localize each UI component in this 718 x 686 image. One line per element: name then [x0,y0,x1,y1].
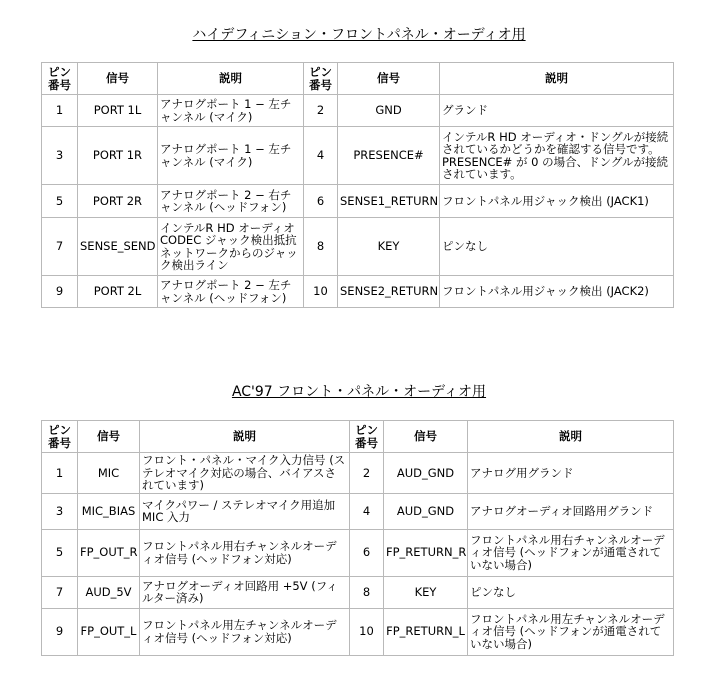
cell-pin-number: 6 [304,185,338,218]
cell-description: フロントパネル用右チャンネルオーディオ信号 (ヘッドフォン対応) [140,529,350,576]
cell-signal: AUD_GND [384,493,468,529]
cell-description: インテルR HD オーディオ CODEC ジャック検出抵抗ネットワークからのジャック検出ライン [158,218,304,276]
header-pin-number: ピン番号 [304,63,338,95]
cell-signal: PORT 2R [78,185,158,218]
cell-pin-number: 2 [304,95,338,127]
cell-pin-number: 3 [42,127,78,185]
ac97-audio-pin-table [41,420,674,656]
cell-pin-number: 7 [42,218,78,276]
cell-signal: FP_OUT_R [78,529,140,576]
cell-description: フロントパネル用右チャンネルオーディオ信号 (ヘッドフォンが通電されていない場合) [468,529,674,576]
cell-signal: FP_RETURN_R [384,529,468,576]
cell-description: フロント・パネル・マイク入力信号 (ステレオマイク対応の場合、バイアスされています) [140,453,350,494]
table-row [42,127,674,185]
cell-pin-number: 4 [350,493,384,529]
table-row [42,276,674,308]
cell-signal: SENSE_SEND [78,218,158,276]
cell-signal: AUD_5V [78,576,140,608]
header-signal: 信号 [338,63,440,95]
cell-description: フロントパネル用ジャック検出 (JACK1) [440,185,674,218]
table-row [42,95,674,127]
table-row [42,185,674,218]
cell-description: アナログ用グランド [468,453,674,494]
cell-description: アナログポート 2 − 右チャンネル (ヘッドフォン) [158,185,304,218]
table-row [42,453,674,494]
cell-signal: MIC_BIAS [78,493,140,529]
header-signal: 信号 [384,421,468,453]
cell-description: フロントパネル用左チャンネルオーディオ信号 (ヘッドフォンが通電されていない場合) [468,608,674,655]
cell-pin-number: 2 [350,453,384,494]
cell-description: アナログポート 2 − 左チャンネル (ヘッドフォン) [158,276,304,308]
cell-pin-number: 10 [304,276,338,308]
table-header-row [42,421,674,453]
cell-description: アナログオーディオ回路用グランド [468,493,674,529]
table-row [42,218,674,276]
header-pin-number: ピン番号 [42,63,78,95]
cell-description: グランド [440,95,674,127]
header-description: 説明 [440,63,674,95]
header-pin-number: ピン番号 [42,421,78,453]
cell-description: ピンなし [440,218,674,276]
table-header-row [42,63,674,95]
cell-pin-number: 10 [350,608,384,655]
table-row [42,576,674,608]
table-row [42,529,674,576]
cell-pin-number: 8 [350,576,384,608]
hd-audio-table-title: ハイデフィニション・フロントパネル・オーディオ用 [192,27,526,43]
header-pin-number: ピン番号 [350,421,384,453]
cell-pin-number: 1 [42,95,78,127]
cell-description: ピンなし [468,576,674,608]
cell-description: アナログオーディオ回路用 +5V (フィルター済み) [140,576,350,608]
cell-signal: PRESENCE# [338,127,440,185]
cell-pin-number: 3 [42,493,78,529]
cell-description: フロントパネル用左チャンネルオーディオ信号 (ヘッドフォン対応) [140,608,350,655]
cell-pin-number: 9 [42,276,78,308]
cell-pin-number: 8 [304,218,338,276]
cell-signal: PORT 1R [78,127,158,185]
cell-pin-number: 5 [42,529,78,576]
header-signal: 信号 [78,63,158,95]
cell-signal: PORT 2L [78,276,158,308]
cell-pin-number: 7 [42,576,78,608]
cell-pin-number: 1 [42,453,78,494]
header-description: 説明 [158,63,304,95]
cell-signal: KEY [338,218,440,276]
cell-signal: AUD_GND [384,453,468,494]
cell-description: インテルR HD オーディオ・ドングルが接続されているかどうかを確認する信号です。PRESENCE# が 0 の場合、ドングルが接続されています。 [440,127,674,185]
cell-signal: MIC [78,453,140,494]
cell-description: フロントパネル用ジャック検出 (JACK2) [440,276,674,308]
ac97-audio-table-title: AC'97 フロント・パネル・オーディオ用 [231,384,487,400]
cell-signal: FP_OUT_L [78,608,140,655]
cell-pin-number: 4 [304,127,338,185]
header-description: 説明 [140,421,350,453]
table-row [42,493,674,529]
cell-description: マイクパワー / ステレオマイク用追加 MIC 入力 [140,493,350,529]
cell-signal: SENSE1_RETURN [338,185,440,218]
cell-signal: SENSE2_RETURN [338,276,440,308]
cell-signal: FP_RETURN_L [384,608,468,655]
header-description: 説明 [468,421,674,453]
cell-signal: PORT 1L [78,95,158,127]
cell-description: アナログポート 1 − 左チャンネル (マイク) [158,95,304,127]
cell-pin-number: 6 [350,529,384,576]
cell-pin-number: 9 [42,608,78,655]
cell-signal: GND [338,95,440,127]
cell-pin-number: 5 [42,185,78,218]
table-row [42,608,674,655]
hd-audio-pin-table [41,62,674,308]
header-signal: 信号 [78,421,140,453]
cell-description: アナログポート 1 − 左チャンネル (マイク) [158,127,304,185]
cell-signal: KEY [384,576,468,608]
